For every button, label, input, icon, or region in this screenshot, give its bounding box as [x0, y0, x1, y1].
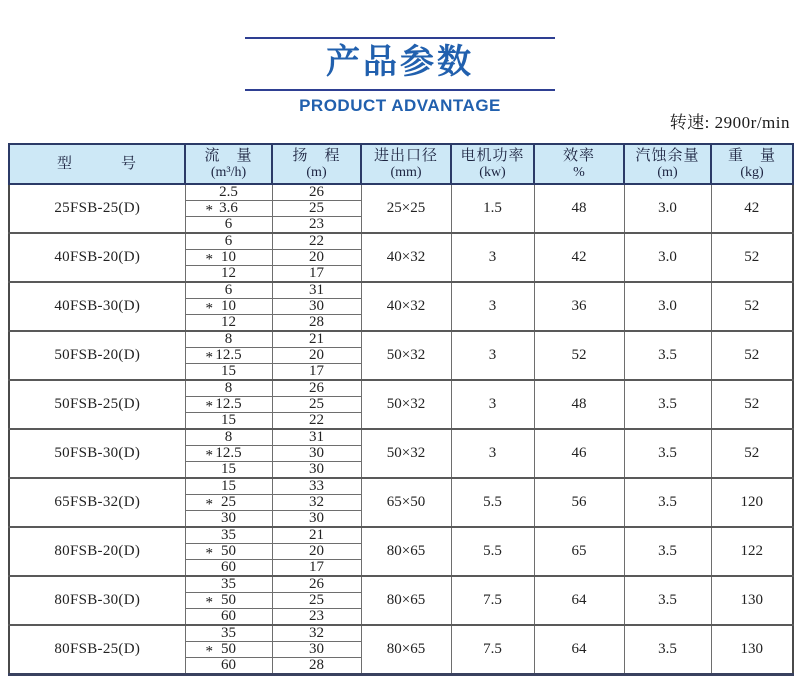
flow-value: 15	[221, 478, 236, 494]
head-cell: 25	[272, 201, 361, 217]
table-row	[9, 527, 793, 544]
motor-power-cell: 7.5	[451, 625, 534, 675]
header-inlet-outlet: 进出口径 (mm)	[361, 144, 451, 184]
rated-point-star: *	[205, 593, 213, 610]
head-cell: 30	[272, 462, 361, 479]
npsh-cell: 3.5	[624, 478, 711, 527]
spec-table	[8, 143, 794, 676]
weight-cell: 122	[711, 527, 793, 576]
npsh-cell: 3.5	[624, 380, 711, 429]
flow-value: 50	[221, 592, 236, 608]
head-cell: 17	[272, 560, 361, 577]
flow-cell	[185, 266, 272, 283]
weight-cell: 130	[711, 625, 793, 675]
inlet-outlet-cell: 50×32	[361, 380, 451, 429]
weight-cell: 52	[711, 429, 793, 478]
flow-cell	[185, 446, 272, 462]
table-row	[9, 331, 793, 348]
flow-value: 10	[221, 249, 236, 265]
flow-cell	[185, 576, 272, 593]
inlet-outlet-cell: 80×65	[361, 527, 451, 576]
flow-value: 35	[221, 527, 236, 543]
flow-value: 12	[221, 314, 236, 330]
spec-table-body	[9, 184, 793, 675]
inlet-outlet-cell: 80×65	[361, 625, 451, 675]
header-model-label: 型 号	[56, 156, 137, 172]
flow-cell	[185, 560, 272, 577]
flow-value: 3.6	[219, 200, 238, 216]
header-weight: 重 量 (kg)	[711, 144, 793, 184]
flow-value: 6	[224, 233, 233, 249]
flow-cell	[185, 364, 272, 381]
efficiency-cell: 56	[534, 478, 624, 527]
rotation-speed-note: 转速: 2900r/min	[669, 113, 790, 132]
npsh-cell: 3.5	[624, 576, 711, 625]
flow-cell	[185, 642, 272, 658]
efficiency-cell: 36	[534, 282, 624, 331]
rated-point-star: *	[205, 446, 213, 463]
rated-point-star: *	[205, 250, 213, 267]
flow-cell	[185, 511, 272, 528]
flow-value: 25	[221, 494, 236, 510]
flow-value: 8	[224, 331, 233, 347]
inlet-outlet-cell: 40×32	[361, 233, 451, 282]
spec-table-header	[9, 144, 793, 184]
head-cell: 20	[272, 348, 361, 364]
model-cell: 80FSB-30(D)	[9, 576, 185, 625]
efficiency-cell: 64	[534, 625, 624, 675]
page-title: 产品参数	[326, 43, 474, 81]
rated-point-star: *	[205, 299, 213, 316]
motor-power-cell: 3	[451, 380, 534, 429]
motor-power-cell: 5.5	[451, 527, 534, 576]
flow-cell	[185, 201, 272, 217]
flow-cell	[185, 233, 272, 250]
efficiency-cell: 48	[534, 380, 624, 429]
title-top-rule	[245, 37, 555, 39]
head-cell: 32	[272, 625, 361, 642]
flow-value: 6	[224, 282, 233, 298]
npsh-cell: 3.5	[624, 527, 711, 576]
flow-value: 30	[221, 510, 236, 526]
flow-cell	[185, 331, 272, 348]
model-cell: 40FSB-20(D)	[9, 233, 185, 282]
motor-power-cell: 3	[451, 429, 534, 478]
flow-value: 50	[221, 543, 236, 559]
head-cell: 26	[272, 380, 361, 397]
head-cell: 20	[272, 250, 361, 266]
header-row	[9, 144, 793, 184]
motor-power-cell: 3	[451, 331, 534, 380]
flow-value: 15	[221, 412, 236, 428]
head-cell: 30	[272, 446, 361, 462]
flow-value: 60	[221, 657, 236, 673]
flow-cell	[185, 544, 272, 560]
efficiency-cell: 52	[534, 331, 624, 380]
flow-cell	[185, 609, 272, 626]
model-cell: 80FSB-20(D)	[9, 527, 185, 576]
flow-value: 12	[221, 265, 236, 281]
flow-value: 2.5	[219, 184, 238, 200]
flow-cell	[185, 348, 272, 364]
head-cell: 25	[272, 593, 361, 609]
flow-value: 8	[224, 380, 233, 396]
flow-cell	[185, 315, 272, 332]
flow-value: 12.5	[215, 445, 242, 461]
inlet-outlet-cell: 50×32	[361, 429, 451, 478]
npsh-cell: 3.0	[624, 233, 711, 282]
flow-cell	[185, 413, 272, 430]
weight-cell: 52	[711, 233, 793, 282]
flow-value: 50	[221, 641, 236, 657]
inlet-outlet-cell: 25×25	[361, 184, 451, 233]
header-model	[9, 144, 185, 184]
weight-cell: 52	[711, 282, 793, 331]
title-block	[0, 0, 800, 116]
flow-cell	[185, 658, 272, 675]
npsh-cell: 3.5	[624, 331, 711, 380]
head-cell: 22	[272, 233, 361, 250]
rated-point-star: *	[205, 201, 213, 218]
table-row	[9, 380, 793, 397]
flow-value: 35	[221, 625, 236, 641]
rated-point-star: *	[205, 495, 213, 512]
flow-value: 35	[221, 576, 236, 592]
flow-cell	[185, 282, 272, 299]
inlet-outlet-cell: 65×50	[361, 478, 451, 527]
npsh-cell: 3.0	[624, 184, 711, 233]
header-head: 扬 程 (m)	[272, 144, 361, 184]
model-cell: 25FSB-25(D)	[9, 184, 185, 233]
inlet-outlet-cell: 40×32	[361, 282, 451, 331]
head-cell: 23	[272, 609, 361, 626]
flow-cell	[185, 250, 272, 266]
motor-power-cell: 5.5	[451, 478, 534, 527]
flow-value: 6	[224, 216, 233, 232]
head-cell: 22	[272, 413, 361, 430]
flow-cell	[185, 527, 272, 544]
head-cell: 17	[272, 266, 361, 283]
head-cell: 20	[272, 544, 361, 560]
flow-cell	[185, 462, 272, 479]
head-cell: 21	[272, 331, 361, 348]
table-row	[9, 576, 793, 593]
flow-cell	[185, 184, 272, 201]
weight-cell: 120	[711, 478, 793, 527]
model-cell: 65FSB-32(D)	[9, 478, 185, 527]
inlet-outlet-cell: 50×32	[361, 331, 451, 380]
model-cell: 50FSB-30(D)	[9, 429, 185, 478]
header-motor-power: 电机功率 (kw)	[451, 144, 534, 184]
head-cell: 17	[272, 364, 361, 381]
rated-point-star: *	[205, 397, 213, 414]
efficiency-cell: 65	[534, 527, 624, 576]
table-row	[9, 233, 793, 250]
head-cell: 26	[272, 576, 361, 593]
head-cell: 31	[272, 429, 361, 446]
flow-value: 15	[221, 461, 236, 477]
head-cell: 25	[272, 397, 361, 413]
npsh-cell: 3.5	[624, 429, 711, 478]
model-cell: 40FSB-30(D)	[9, 282, 185, 331]
page-subtitle: PRODUCT ADVANTAGE	[299, 96, 501, 115]
model-cell: 80FSB-25(D)	[9, 625, 185, 675]
flow-cell	[185, 495, 272, 511]
motor-power-cell: 3	[451, 282, 534, 331]
table-row	[9, 625, 793, 642]
flow-value: 60	[221, 559, 236, 575]
weight-cell: 52	[711, 380, 793, 429]
flow-value: 12.5	[215, 347, 242, 363]
flow-cell	[185, 299, 272, 315]
header-flow: 流 量 (m³/h)	[185, 144, 272, 184]
header-efficiency: 效率 %	[534, 144, 624, 184]
inlet-outlet-cell: 80×65	[361, 576, 451, 625]
flow-cell	[185, 478, 272, 495]
table-row	[9, 282, 793, 299]
flow-cell	[185, 217, 272, 234]
flow-cell	[185, 593, 272, 609]
flow-cell	[185, 625, 272, 642]
efficiency-cell: 42	[534, 233, 624, 282]
rated-point-star: *	[205, 642, 213, 659]
flow-value: 10	[221, 298, 236, 314]
head-cell: 23	[272, 217, 361, 234]
head-cell: 33	[272, 478, 361, 495]
table-row	[9, 429, 793, 446]
header-npsh: 汽蚀余量 (m)	[624, 144, 711, 184]
efficiency-cell: 48	[534, 184, 624, 233]
npsh-cell: 3.5	[624, 625, 711, 675]
model-cell: 50FSB-20(D)	[9, 331, 185, 380]
flow-cell	[185, 380, 272, 397]
efficiency-cell: 64	[534, 576, 624, 625]
flow-value: 60	[221, 608, 236, 624]
head-cell: 30	[272, 642, 361, 658]
motor-power-cell: 1.5	[451, 184, 534, 233]
table-row	[9, 478, 793, 495]
head-cell: 28	[272, 315, 361, 332]
weight-cell: 42	[711, 184, 793, 233]
head-cell: 26	[272, 184, 361, 201]
rated-point-star: *	[205, 348, 213, 365]
head-cell: 30	[272, 299, 361, 315]
weight-cell: 130	[711, 576, 793, 625]
weight-cell: 52	[711, 331, 793, 380]
table-row	[9, 184, 793, 201]
motor-power-cell: 3	[451, 233, 534, 282]
head-cell: 32	[272, 495, 361, 511]
flow-cell	[185, 397, 272, 413]
flow-value: 8	[224, 429, 233, 445]
head-cell: 31	[272, 282, 361, 299]
model-cell: 50FSB-25(D)	[9, 380, 185, 429]
head-cell: 30	[272, 511, 361, 528]
flow-cell	[185, 429, 272, 446]
npsh-cell: 3.0	[624, 282, 711, 331]
head-cell: 21	[272, 527, 361, 544]
motor-power-cell: 7.5	[451, 576, 534, 625]
head-cell: 28	[272, 658, 361, 675]
efficiency-cell: 46	[534, 429, 624, 478]
flow-value: 12.5	[215, 396, 242, 412]
title-bottom-rule	[245, 89, 555, 91]
rated-point-star: *	[205, 544, 213, 561]
flow-value: 15	[221, 363, 236, 379]
